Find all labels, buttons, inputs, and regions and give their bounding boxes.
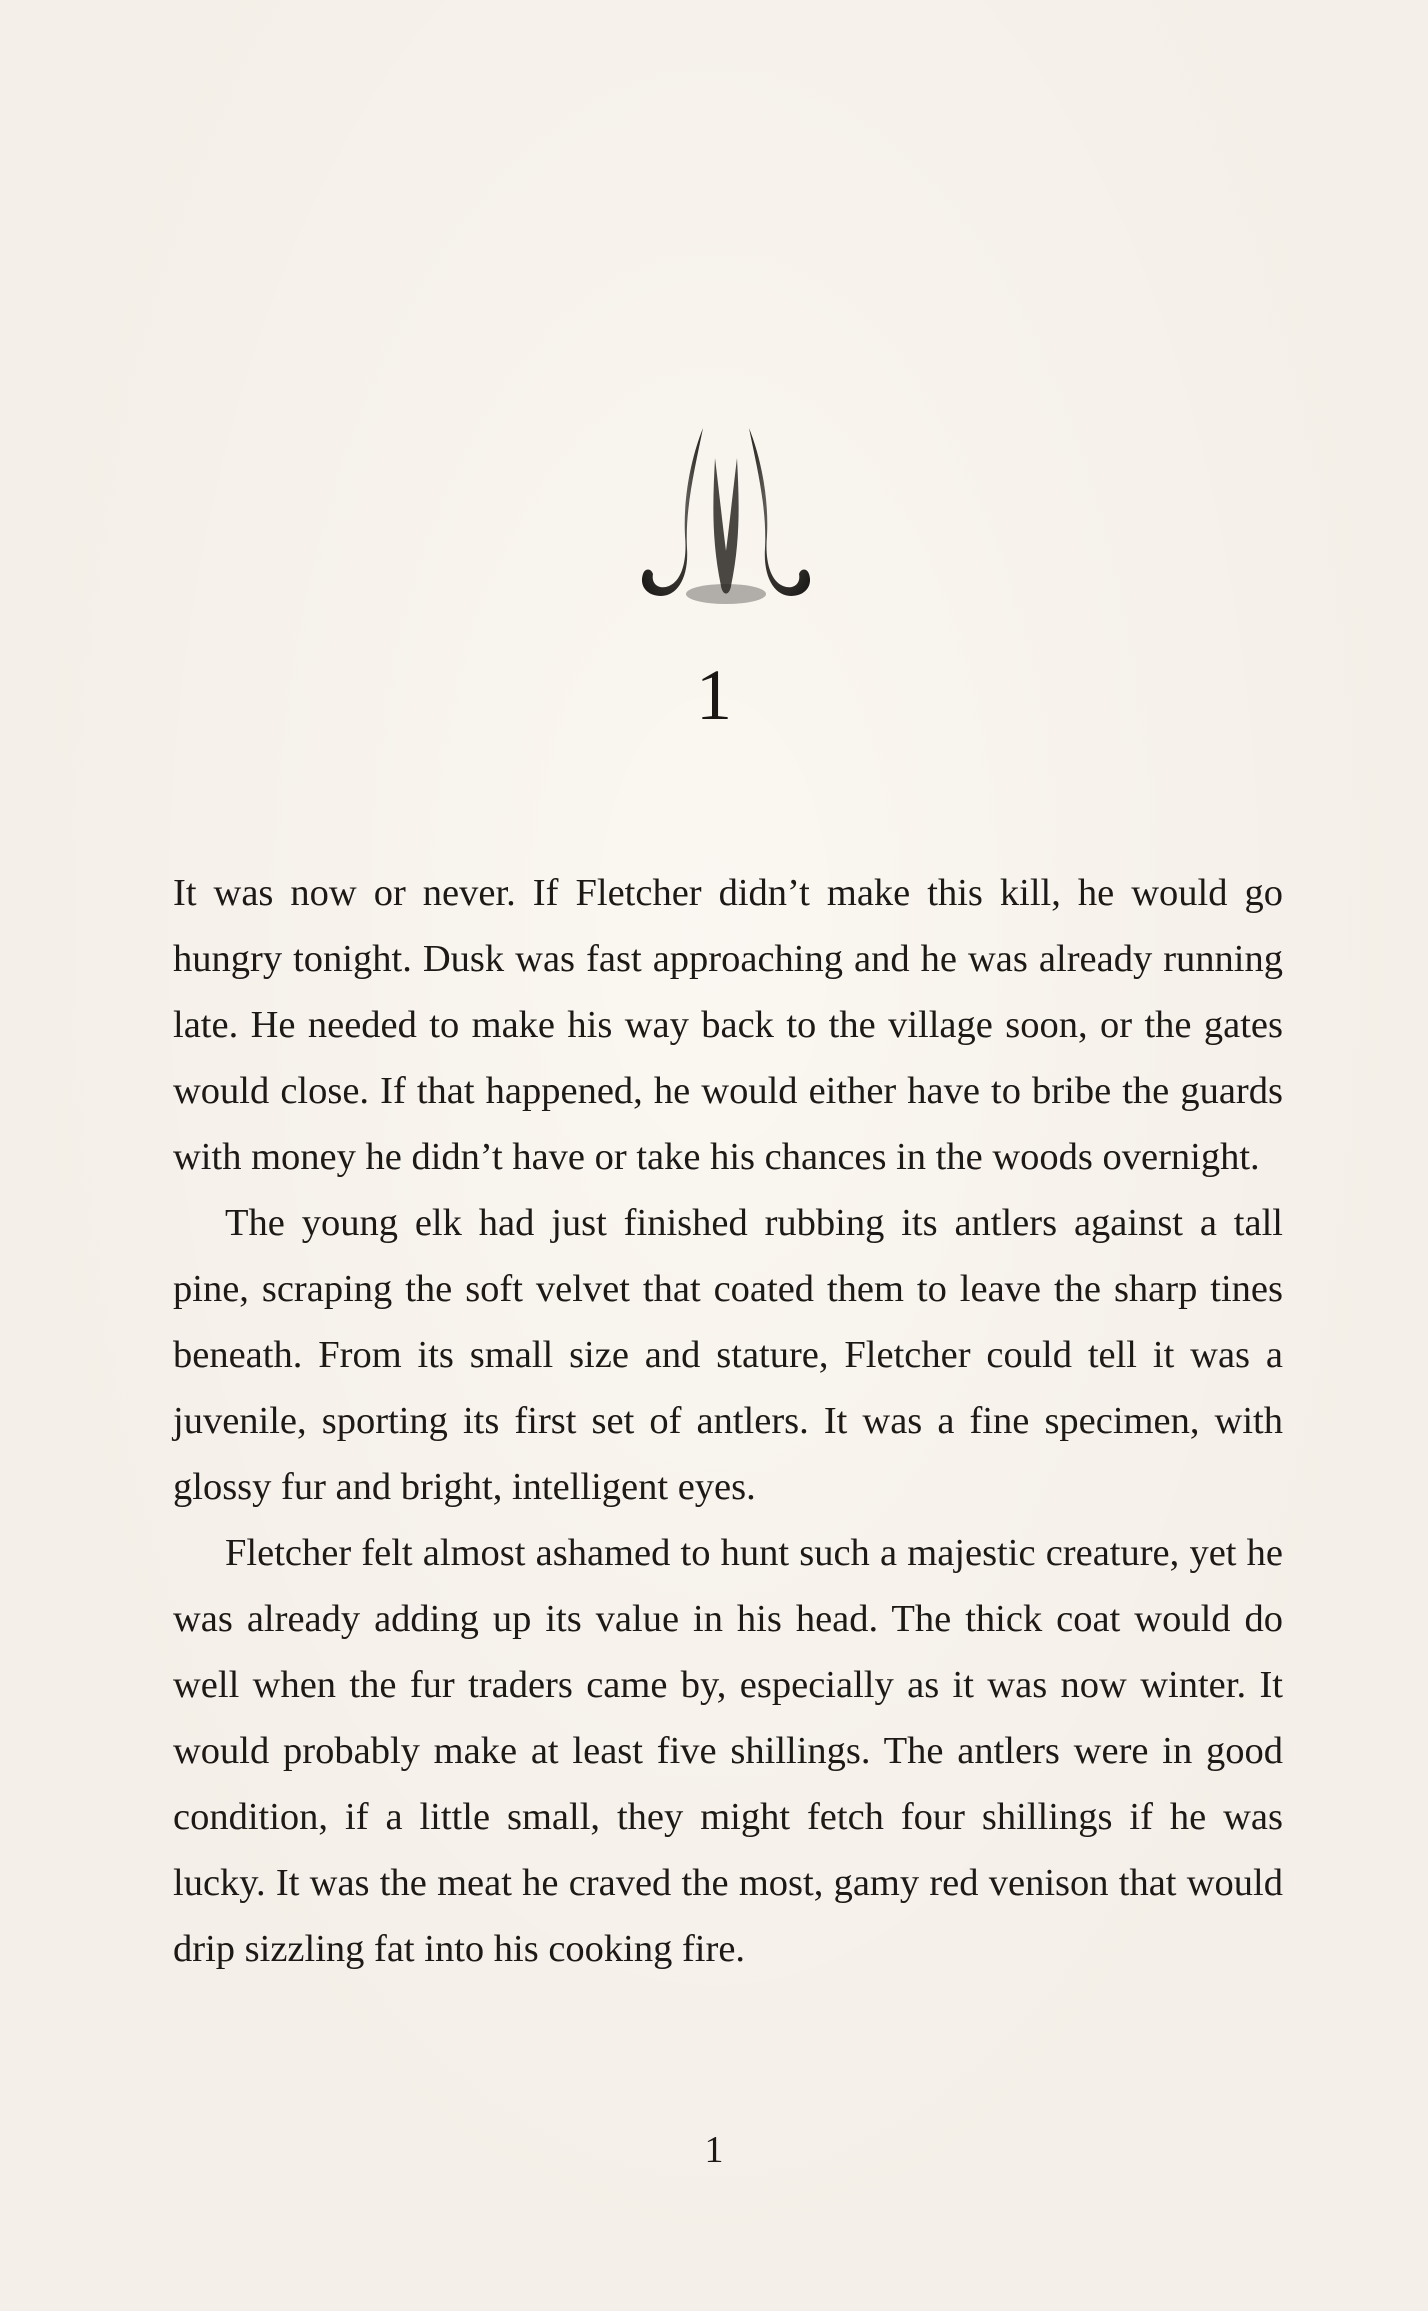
paragraph: The young elk had just finished rubbing its antlers against a tall pine, scraping the soft velvet that coated them to leave the sharp tines beneath. From its small size and stature, Fletcher could tell it was a juvenile, sporting its first set of antlers. It was a fine specimen, with glossy fur and bright, intelligent eyes.: [173, 1202, 1283, 1508]
page-number: 1: [704, 2129, 724, 2171]
paragraph: It was now or never. If Fletcher didn’t make this kill, he would go hungry tonight. Dusk was fast approaching and he was already running late. He needed to make his way back to the village soon, or the gates would close. If that happened, he would either have to bribe the guards with money he didn’t have or take his chances in the woods overnight.: [173, 872, 1283, 1178]
chapter-number: 1: [696, 655, 732, 735]
chapter-body: [173, 860, 1283, 1982]
paragraph: Fletcher felt almost ashamed to hunt such a majestic creature, yet he was already adding up its value in his head. The thick coat would do well when the fur traders came by, especially as it was now winter. It would probably make at least five shillings. The antlers were in good condition, if a little small, they might fetch four shillings if he was lucky. It was the meat he craved the most, gamy red venison that would drip sizzling fat into his cooking fire.: [173, 1532, 1283, 1970]
antler-ornament-icon: [625, 418, 825, 628]
